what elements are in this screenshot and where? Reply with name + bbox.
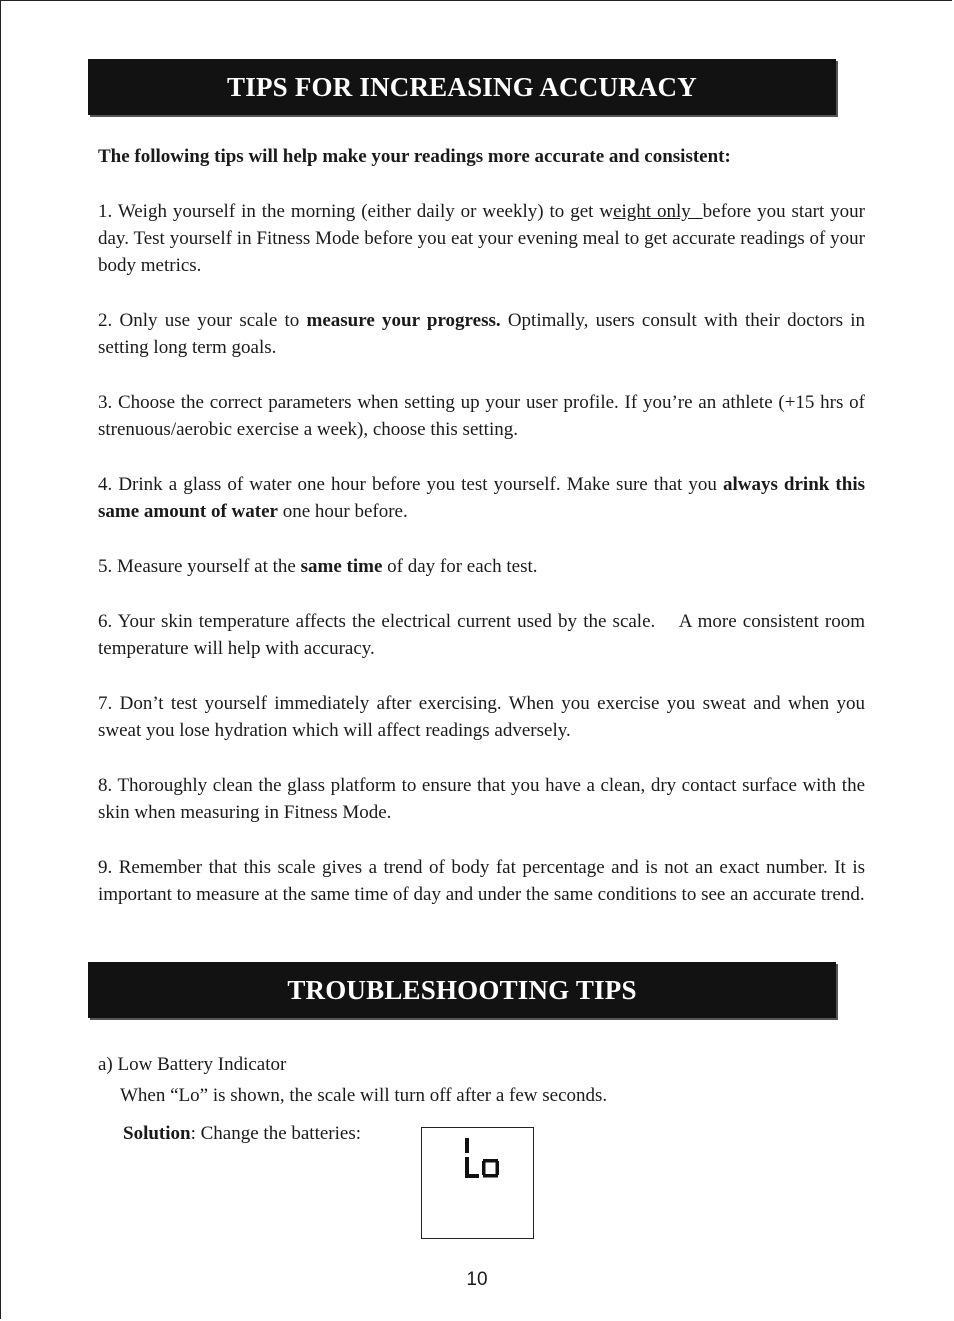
tip-2-text-a: 2. Only use your scale to <box>98 310 307 331</box>
solution-text: : Change the batteries: <box>190 1123 362 1144</box>
tip-7: 7. Don’t test yourself immediately after exercising. When you exercise you sweat and when you sweat you lose hydration which will affect readings adversely. <box>98 693 865 741</box>
tip-2 <box>98 307 865 361</box>
tip-4 <box>98 471 865 525</box>
tip-5-text-b: of day for each test. <box>382 556 538 577</box>
tip-9: 9. Remember that this scale gives a trend of body fat percentage and is not an exact number. It is important to measure at the same time of day and under the same conditions to see an accurate trend. <box>98 857 865 905</box>
lcd-lo-reading-icon <box>422 1128 533 1238</box>
tip-4-bold: always drink this same amount of water <box>98 474 865 522</box>
tip-5 <box>98 553 865 580</box>
tip-1-underlined: eight only <box>613 201 703 222</box>
tip-6: 6. Your skin temperature affects the electrical current used by the scale. A more consistent room temperature will help with accuracy. <box>98 611 870 659</box>
tip-2-text-b: Optimally, users consult with their doctors in setting long term goals. <box>98 310 866 358</box>
tip-3: 3. Choose the correct parameters when setting up your user profile. If you’re an athlete (+15 hrs of strenuous/aerobic exercise a week), choose this setting. <box>98 392 865 440</box>
low-battery-description: When “Lo” is shown, the scale will turn off after a few seconds. <box>120 1085 608 1106</box>
low-battery-heading: a) Low Battery Indicator <box>98 1054 287 1075</box>
tips-list <box>98 198 870 908</box>
tip-4-text-b: one hour before. <box>277 501 408 522</box>
section-title-accuracy: TIPS FOR INCREASING ACCURACY <box>88 59 836 115</box>
tip-2-bold: measure your progress. <box>306 310 501 331</box>
tip-1-text-b: before you start your day. Test yourself in Fitness Mode before you eat your evening meal to get accurate readings of your body metrics. <box>98 201 865 276</box>
tip-1-text-a: 1. Weigh yourself in the morning (either daily or weekly) to get w <box>98 201 614 222</box>
tips-intro: The following tips will help make your readings more accurate and consistent: <box>98 146 731 167</box>
tip-1 <box>98 198 865 279</box>
tip-5-bold: same time <box>300 556 383 577</box>
tip-5-text-a: 5. Measure yourself at the <box>98 556 301 577</box>
section-title-troubleshooting: TROUBLESHOOTING TIPS <box>88 962 836 1018</box>
tip-8: 8. Thoroughly clean the glass platform to ensure that you have a clean, dry contact surface with the skin when measuring in Fitness Mode. <box>98 775 865 823</box>
lcd-display-lo <box>421 1127 534 1239</box>
low-battery-solution <box>123 1120 361 1147</box>
page-number: 10 <box>466 1269 488 1290</box>
tip-4-text-a: 4. Drink a glass of water one hour before you test yourself. Make sure that you <box>98 474 723 495</box>
solution-label: Solution <box>123 1123 191 1144</box>
